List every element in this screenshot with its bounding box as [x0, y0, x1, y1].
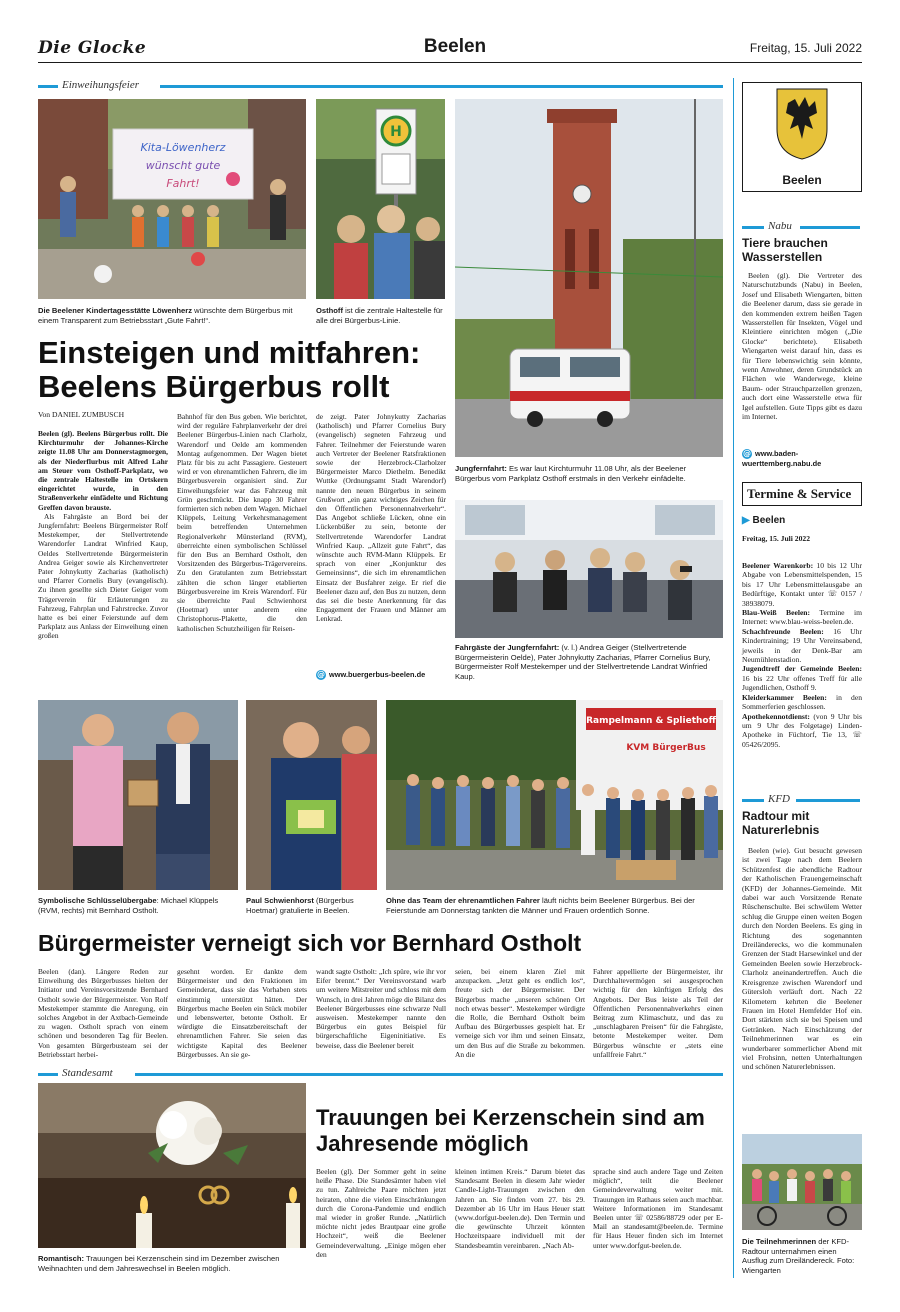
headline-tiere: Tiere brauchen Wasserstellen [742, 236, 828, 264]
nabu-body: Beelen (gl). Die Vertreter des Naturschutzbunds (Nabu) in Beelen, Josef und Elisabeth Wiengarten, bitten die Beelener darum, dass sie gerade in den kommenden extrem heißen Tagen Wasserstellen für Insekten, Vögel und Kleintiere einrichten mögen („Die Glocke“ berichtete). Elisabeth Wiengarten weist darauf hin, dass es für Tiere lebenswichtig sein könnte, wenn Anwohner, deren Grundstück an Flächen wie Wanderwege, kleine Baum- oder Strauchparzellen grenzen, auch dort eine Wasserstelle etwa für Igel aufstellen. Gute Tipps gibt es dazu im Internet. [742, 271, 862, 422]
photo-kfd-radtour [742, 1134, 862, 1230]
service-item-label: Kleiderkammer Beelen: [742, 692, 827, 702]
svg-text:H: H [390, 124, 402, 140]
at-icon: @ [317, 670, 325, 680]
service-item-label: Blau-Weiß Beelen: [742, 608, 811, 618]
caption-romantisch: Romantisch: Trauungen bei Kerzenschein sind im Dezember zwischen Weihnachten und dem Jahreswechsel in Beelen möglich. [38, 1254, 280, 1273]
caption-driver-team: Ohne das Team der ehrenamtlichen Fahrer läuft nichts beim Beelener Bürgerbus. Bei der Feierstunde am Donnerstag tankten die Männer und Frauen ordentlich Sonne. [386, 896, 695, 915]
bus-sign-text: KVM BürgerBus [626, 743, 706, 753]
kicker-standesamt: Standesamt [62, 1067, 113, 1079]
service-item-label: Jugendtreff der Gemeinde Beelen: [742, 664, 862, 674]
caption-jungfernfahrt: Jungfernfahrt: Es war laut Kirchturmuhr 11.08 Uhr, als der Beelener Bürgerbus vom Parkplatz Osthoff erstmals in den Verkehr einfädelte. [455, 464, 687, 483]
service-item [742, 561, 862, 608]
kicker-einweihungsfeier: Einweihungsfeier [62, 79, 139, 91]
article1-column-3: de zeigt. Pater Johnykutty Zacharias (katholisch) und Pfarrer Cornelius Bury (evangelisch) segneten Fahrzeug und Fahrer. Teilnehmer der Feierstunde waren auch Vertreter der Beelener Ratsfraktionen sowie der Herzebrock-Clarholzer Bürgermeister Marco Diethelm. Benedikt Wuttke (Ordnungsamt Stadt Warendorf) nannte den neuen Bürgerbus in seinem Grußwort „ein ganz wichtiges Zeichen für den Öffentlichen Personennahverkehr“. Das Angebot schließe Lücken, ohne ein Lückenbüßer zu sein, betonte der Stellvertretende Warendorfer Landrat Winfried Kaup. „Allzeit gute Fahrt“, das wünschte auch RVM-Mann Klüppels. Er sprach von einer „Konjunktur des Gemeinsinns“, die sich im ehrenamtlichen Einsatz der Busfahrer zeige. Er rief die Beelener dazu auf, den Bus zu nutzen, denn das sei die beste Anerkennung für das Engagement der Frauen und Männer am Lenkrad. [316, 412, 446, 624]
caption-fahrgaeste: Fahrgäste der Jungfernfahrt: (v. l.) Andrea Geiger (Stellvertretende Bürgermeisterin Oelde), Pater Johnykutty Zacharias, Pfarrer Cornelius Bury, Bürgermeister Rolf Mestekemper und der Stellvertretende Landrat Winfried Kaup. [455, 643, 711, 681]
service-date: Freitag, 15. Juli 2022 [742, 534, 810, 543]
service-item-label: Schachfreunde Beelen: [742, 626, 824, 636]
svg-text:Fahrt!: Fahrt! [166, 177, 200, 190]
crest-label: Beelen [782, 173, 822, 187]
kicker-rule-left-2 [38, 1073, 58, 1076]
article2-column-2: gesehnt worden. Er dankte dem Bürgermeister und den Fraktionen im Gemeinderat, dass sie das Vorhaben stets einstimmig unterstützt hätten. Der Bürgerbus mache Beelen ein Stück mobiler und lebenswerter, betonte Ostholt. Er würdigte die Einsatzbereitschaft der ehrenamtlichen Fahrer. Sie seien das wichtigste Kapital des Beelener Bürgerbusses. An sie ge- [177, 967, 307, 1059]
photo-key-handover [38, 700, 238, 890]
service-item [742, 693, 862, 712]
article2-column-5: Fahrer appellierte der Bürgermeister, ihr Durchhaltevermögen sei ausgesprochen wichtig für den künftigen Erfolg des Angebots. Der Bus leiste als Teil der Öffentlichen Personennahverkehrs einen Beitrag zum Klimaschutz, und das zu „unschlagbaren Preisen“ für die Fahrgäste, betonte Mestekemper weiter. Dem Bürgerbus wünschte er „stets eine unfallfreie Fahrt.“ [593, 967, 723, 1059]
article3-column-3: sprache sind auch andere Tage und Zeiten möglich“, teilt die Beelener Gemeindeverwaltung weiter mit. Trauungen im Rathaus seien auch machbar. Weitere Informationen im Standesamt Beelen unter ☏ 02586/88729 oder per E-Mail an standesamt@beelen.de. Termine für Haus Heuer finden sich im Internet unter www.dorfgut-beelen.de. [593, 1167, 723, 1250]
issue-date: Freitag, 15. Juli 2022 [749, 41, 862, 55]
article1-column-1: Beelen (gl). Beelens Bürgerbus rollt. Die Kirchturmuhr der Johannes-Kirche zeigte 11.08 Uhr am Donnerstagmorgen, als der Niederflurbus mit Alfred Lahr am Steuer vom Osthoff-Parkplatz, wo die zentrale Haltestelle im Ortskern eingerichtet wurde, in den Straßenverkehr einfädelte und Richtung Greffen davon brauste. Als Fahrgäste an Bord bei der Jungfernfahrt: Beelens Bürgermeister Rolf Mestekemper, der Stellvertretende Warendorfer Landrat Winfried Kaup, Oeldes Stellvertretende Bürgermeisterin Andrea Geiger sowie als Kirchenvertreter Pater Johnykutty Zacharias (katholisch) und Pfarrer Cornelis Bury (evangelisch). Zu ihnen gesellte sich Dieter Geiger vom Trägerverein für Erläuterungen zu Fahrzeug, Fahrplan und Fahrstrecke. Zuvor hatte es bei einer Feierstunde auf dem Parkplatz aus Anlass der Einweihung einen großen [38, 429, 168, 641]
svg-text:Rampelmann & Spliethoff: Rampelmann & Spliethoff [586, 716, 716, 726]
service-list [742, 561, 862, 749]
kfd-rule-right [796, 799, 860, 802]
service-place: ▶ Beelen [742, 515, 786, 526]
link-nabu-url[interactable]: @ www.baden-wuerttemberg.nabu.de [742, 449, 822, 469]
service-item-text: (von 9 Uhr bis um 9 Uhr des Folgetage) Linden-Apotheke in Füchtorf, Tie 13, ☏ 05426/2095. [742, 711, 862, 749]
coat-of-arms-icon [743, 83, 861, 163]
kicker-rule-left [38, 85, 58, 88]
photo-kita-children [38, 99, 306, 299]
photo-church-tower-bus [455, 99, 723, 457]
kfd-body: Beelen (wie). Gut besucht gewesen ist zwei Tage nach dem Beelern Schützenfest die abendliche Radtour der Katholischen Frauengemeinschaft (KFD) der Johannes-Gemeinde. Mit dabei war auch Vorsitzende Renate Rüschenschulte. Bei schwülem Wetter schlug die Gruppe einen weiten Bogen durch den Norden Beelens. Es ging in Richtung des sogenannten Dreiländerecks, wo die kommunalen Grenzen der Stadt Harsewinkel und der Gemeinden Beelen sowie Herzebrock-Clarholz aneinandertreffen. Auch die Kreisgrenze zwischen Warendorf und Gütersloh verläuft dort. Nach 22 Kilometern kehrten die Beelener Frauen im Hotel Hemfelder Hof ein. Dort stärkten sich sie bei Speisen und Getränken. Nach Einschätzung der Teilnehmerinnen war es ein wunderbarer sommerlicher Abend mit viel Frohsinn, netten Unterhaltungen und schönen Naturerlebnissen. [742, 846, 862, 1072]
caption-kfd: Die Teilnehmerinnen der KFD-Radtour unternahmen einen Ausflug zum Dreiländereck. Foto: Wiengarten [742, 1237, 855, 1275]
crest-box [742, 82, 862, 192]
article1-column-2: Bahnhof für den Bus geben. Wie berichtet, wird der reguläre Fahrplanverkehr der drei Beelener Bürgerbus-Linien nach Clarholz, Warendorf und Oelde am kommenden Montag aufgenommen. Der Wagen bietet Platz für bis zu acht Passagiere. Gesteuert wird er von ehrenamtlichen Fahrern, die im Bürgerbusverein organisiert sind. Zur Einweihungsfeier war das Fahrzeug mit Grün geschmückt. Die knapp 30 Fahrer formierten sich neben dem Wagen. Michael Klüppels, Leitung Verkehrsmanagement beim betreffenden Unternehmen Regionalverkehr Münsterland (RVM), überreichte einen symbolischen Schlüssel für den Bus an Bernhard Ostholt, den Vorsitzenden des Bürgerbus-Trägervereins. Zu den Gratulanten zum Betriebsstart zählten die schon länger etablierten Bürgerbusvereine im Kreis Warendorf. Für sie überreichte Paul Schwienhorst (Hoetmar) unter anderem eine Christophorus-Plakette, die den katholischen Schutzheiligen für Reisen- [177, 412, 307, 633]
service-item-text: 16 Uhr Kindertraining; 19 Uhr Vereinsabend, jeweils in der Denk-Bar am Neumühlenstadion. [742, 626, 862, 665]
kicker-rule-right [160, 85, 723, 88]
service-item [742, 608, 862, 627]
caption-schwienhorst: Paul Schwienhorst (Bürgerbus Hoetmar) gratulierte in Beelen. [246, 896, 354, 915]
service-item-text: in den Sommerferien geschlossen. [742, 692, 862, 712]
nabu-rule-left [742, 226, 764, 229]
triangle-right-icon: ▶ [742, 515, 750, 526]
caption-osthoff: Osthoff ist die zentrale Haltestelle für alle drei Bürgerbus-Linie. [316, 306, 443, 325]
termine-service-box: Termine & Service [742, 482, 862, 506]
photo-driver-team [386, 700, 723, 890]
service-item [742, 664, 862, 692]
caption-key-handover: Symbolische Schlüsselübergabe: Michael Klüppels (RVM, rechts) mit Bernhard Ostholt. [38, 896, 219, 915]
kfd-rule-left [742, 799, 764, 802]
article3-column-1: Beelen (gl). Der Sommer geht in seine heiße Phase. Die Standesämter haben viel zu tun. Zahlreiche Paare möchten jetzt heiraten, ohne die vielen Einschränkungen durch die Corona-Pandemie und endlich mal wieder in großer Runde. „Natürlich möchte nicht jedes Brautpaar eine große Hochzeit“, weiß die Beelener Gemeindeverwaltung. „Einige mögen eher den [316, 1167, 446, 1259]
service-item [742, 627, 862, 665]
article2-column-4: seien, bei einem klaren Ziel mit anzupacken. „Jetzt geht es endlich los“, freute sich der Bürgermeister. Der Bürgerbus mache „unseren schönen Ort noch etwas besser“. Mestekemper würdigte die Rolle, die Bernhard Ostholt beim Aufbau des Bürgerbusses gespielt hat. Er verneige sich vor ihm und seinen Einsatz, um den Bus auf die Straße zu bekommen. An die [455, 967, 585, 1059]
photo-bus-passengers [455, 500, 723, 638]
at-icon: @ [743, 449, 751, 459]
svg-text:wünscht gute: wünscht gute [145, 159, 221, 172]
photo-candles-rings [38, 1083, 306, 1248]
service-item-text: 16 bis 22 Uhr offenes Treff für alle Jugendlichen, Osthoff 9. [742, 673, 862, 693]
service-item-label: Beelener Warenkorb: [742, 561, 814, 570]
service-item [742, 712, 862, 750]
photo-osthoff-busstop [316, 99, 445, 299]
caption-kita: Die Beelener Kindertagesstätte Löwenherz wünschte dem Bürgerbus mit einem Transparent zum Betriebsstart „Gute Fahrt!“. [38, 306, 293, 325]
article2-column-3: wandt sagte Ostholt: „Ich spüre, wie ihr vor Eifer brennt.“ Der Vereinsvorstand warb um weitere Mitstreiter und schloss mit dem Wunsch, in drei Jahren möge die Bilanz des Beelener Bürgerbusses eine schwarze Null ausweisen. Mestekemper nannte den Bürgerbus ein gutes Beispiel für bürgerschaftliche Eigeninitiative. Es beweise, dass die Beelener bereit [316, 967, 446, 1050]
kicker-nabu: Nabu [768, 220, 792, 232]
link-buergerbus-url[interactable]: @ www.buergerbus-beelen.de [317, 670, 426, 680]
byline: Von DANIEL ZUMBUSCH [38, 410, 125, 419]
headline-buergerbus: Einsteigen und mitfahren: Beelens Bürgerbus rollt [38, 335, 421, 404]
service-item-text: Termine im Internet: www.blau-weiss-beelen.de. [742, 608, 862, 627]
kicker-rule-right-2 [135, 1073, 723, 1076]
service-item-label: Apothekennotdienst: [742, 711, 810, 721]
banner-text-line1: Kita-Löwenherz [140, 141, 226, 154]
photo-schwienhorst [246, 700, 377, 890]
headline-trauungen: Trauungen bei Kerzenschein sind am Jahresende möglich [316, 1105, 705, 1156]
kicker-kfd: KFD [768, 793, 790, 805]
sidebar-divider [733, 78, 734, 1278]
masthead-rule [38, 62, 862, 63]
service-item-text: 10 bis 12 Uhr Abgabe von Lebensmittelspenden, 15 bis 17 Uhr Lebensmittelausgabe an Bedürftige, Kontakt unter ☏ 0157 / 38938079. [742, 561, 862, 608]
nabu-rule-right [800, 226, 860, 229]
headline-radtour: Radtour mit Naturerlebnis [742, 809, 820, 837]
article2-column-1: Beelen (dan). Längere Reden zur Einweihung des Bürgerbusses hielten der Initiator und Vereinsvorsitzende Bernhard Ostholt sowie der Bürgermeister. Von Rolf Mestekemper stammte die Anregung, ein solches Angebot in der Axtbach-Gemeinde zu wagen. Ostholt sprach von einem schönen und besonderen Tag für Beelen. Von gesamten Bürgerbusteam sei der Betriebsstart herbei- [38, 967, 168, 1059]
headline-ostholt: Bürgermeister verneigt sich vor Bernhard Ostholt [38, 930, 582, 956]
article3-column-2: kleinen intimen Kreis.“ Darum bietet das Standesamt Beelen in diesem Jahr wieder Candle-Light-Trauungen zwischen den Jahren an. Sie finden vom 27. bis 29. Dezember ab 16 Uhr im Haus Heuer statt (www.dorfgut-beelen.de). Den Termin und die gewünschte Uhrzeit könnten Hochzeitspaare individuell mit der Standesbeamtin vereinbaren. „Nach Ab- [455, 1167, 585, 1250]
newspaper-logo: Die Glocke [38, 38, 147, 58]
section-title: Beelen [423, 36, 487, 57]
